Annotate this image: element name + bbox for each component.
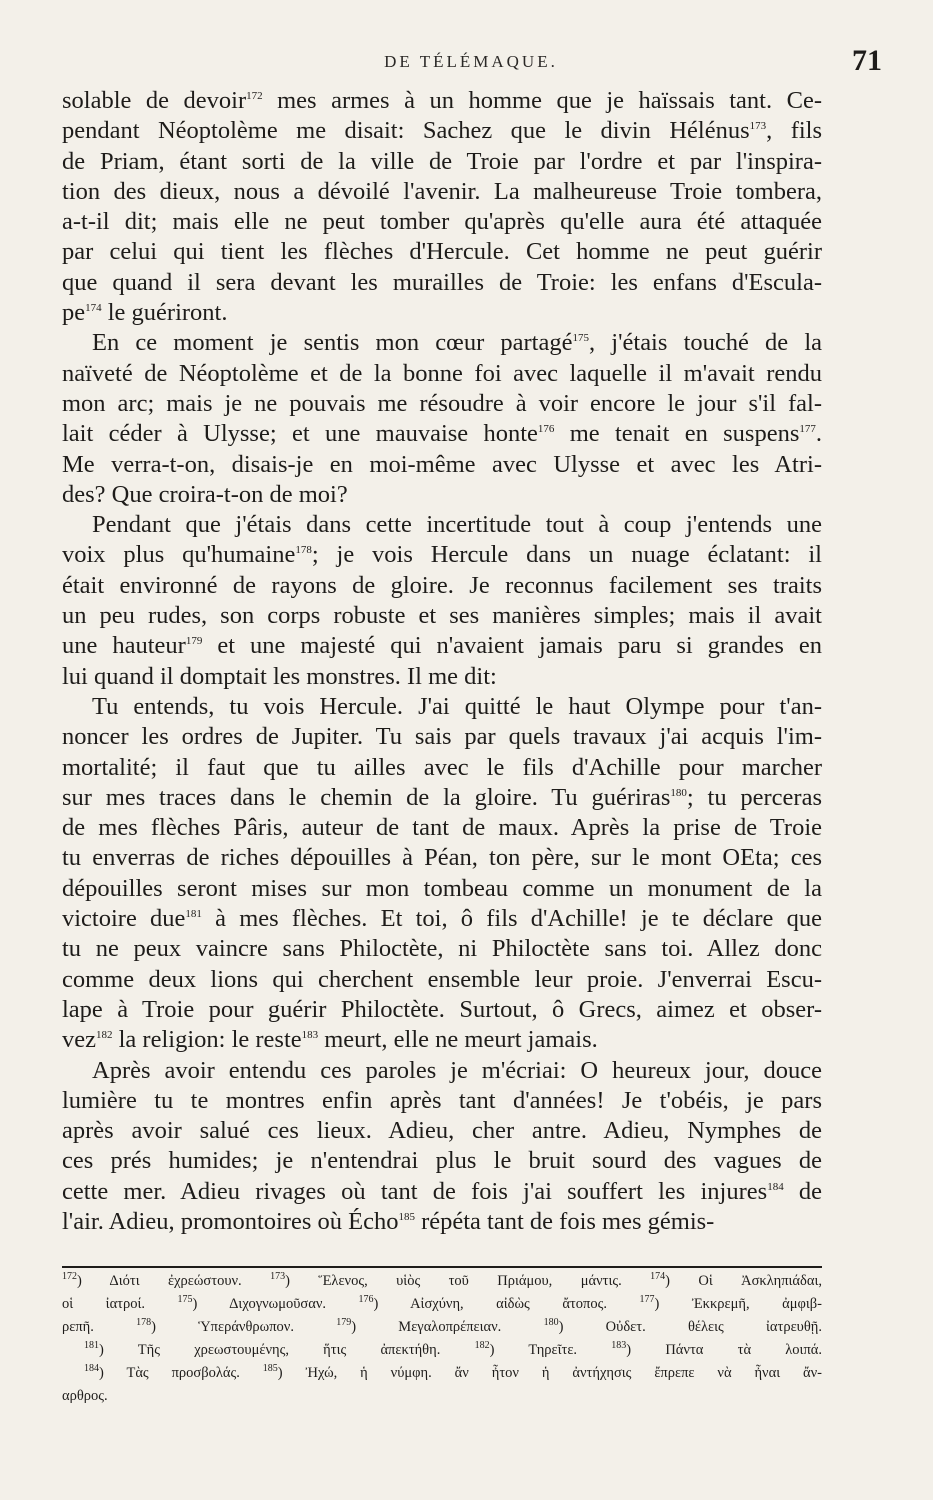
- footnote-text: ) Διχογνωμοῦσαν.: [192, 1296, 359, 1312]
- body-text: la religion: le reste: [112, 1026, 302, 1054]
- body-text: me tenait en suspens: [554, 420, 800, 448]
- body-text: l'air. Adieu, promontoires où Écho: [62, 1207, 399, 1235]
- footnote-marker: 185: [398, 1210, 415, 1223]
- body-text: un peu rudes, son corps robuste et ses manières simples; mais il avait: [62, 602, 822, 630]
- body-text: le guériront.: [101, 299, 228, 327]
- body-line: [62, 753, 822, 783]
- footnote-marker: 175: [572, 332, 589, 345]
- footnote-marker: 179: [336, 1317, 352, 1328]
- footnote-marker: 172: [62, 1271, 77, 1282]
- body-text: était environné de rayons de gloire. Je reconnus facilement ses traits: [62, 571, 822, 599]
- body-line: [62, 783, 822, 813]
- body-line: [62, 207, 822, 237]
- footnote-text: ) Διότι ἐχρεώστουν.: [77, 1273, 271, 1289]
- body-text: tion des dieux, nous a dévoilé l'avenir. La malheureuse Troie tombera,: [62, 177, 822, 205]
- footnote-line: [62, 1362, 822, 1385]
- footnote-text: οἱ ἰατροί.: [62, 1296, 178, 1312]
- footnote-line: [62, 1316, 822, 1339]
- body-text: Pendant que j'étais dans cette incertitude tout à coup j'entends une: [92, 511, 822, 539]
- footnote-text: ) Ἠχώ, ἡ νύμφη. ἄν ἦτον ἡ ἀντήχησις ἔπρεπε νὰ ἦναι ἄν-: [277, 1365, 822, 1381]
- body-line: [62, 359, 822, 389]
- body-line: [62, 328, 822, 358]
- body-text: mon arc; mais je ne pouvais me résoudre à voir encore le jour s'il fal-: [62, 389, 822, 417]
- body-text: naïveté de Néoptolème et de la bonne foi avec laquelle il m'avait rendu: [62, 359, 822, 387]
- footnote-marker: 172: [246, 90, 263, 102]
- footnote-marker: 180: [670, 786, 687, 799]
- footnote-text: ) Ἐκκρεμῆ, ἀμφιβ-: [654, 1296, 822, 1312]
- body-text: cette mer. Adieu rivages où tant de fois j'ai souffert les injures: [62, 1177, 768, 1205]
- page-number: 71: [852, 44, 882, 77]
- body-text: par celui qui tient les flèches d'Hercule. Cet homme ne peut guérir: [62, 238, 822, 266]
- footnote-line: [62, 1385, 822, 1408]
- footnote-text: ) Τηρεῖτε.: [489, 1342, 612, 1358]
- body-line: [62, 177, 822, 207]
- footnote-marker: 178: [136, 1317, 152, 1328]
- body-line: [62, 298, 822, 328]
- body-text: lait céder à Ulysse; et une mauvaise honte: [62, 420, 538, 448]
- footnote-marker: 180: [543, 1317, 559, 1328]
- footnote-marker: 174: [650, 1271, 666, 1282]
- body-line: [62, 995, 822, 1025]
- body-text: Après avoir entendu ces paroles je m'écriai: O heureux jour, douce: [92, 1056, 822, 1084]
- body-text: Tu entends, tu vois Hercule. J'ai quitté le haut Olympe pour t'an-: [92, 692, 822, 720]
- footnote-marker: 184: [84, 1363, 99, 1374]
- body-text: vez: [62, 1026, 96, 1054]
- body-text: de mes flèches Pâris, auteur de tant de maux. Après la prise de Troie: [62, 814, 822, 842]
- footnote-marker: 174: [85, 302, 102, 315]
- footnote-text: ) Οὐδετ. θέλεις ἰατρευθῇ.: [558, 1319, 822, 1335]
- body-line: [62, 86, 822, 116]
- body-text: dépouilles seront mises sur mon tombeau comme un monument de la: [62, 874, 822, 902]
- body-text: comme deux lions qui cherchent ensemble leur proie. J'enverrai Escu-: [62, 965, 822, 993]
- body-line: [62, 813, 822, 843]
- body-text: lui quand il domptait les monstres. Il me dit:: [62, 662, 497, 690]
- body-text: ; je vois Hercule dans un nuage éclatant: il: [311, 541, 822, 569]
- body-line: [62, 1177, 822, 1207]
- footnote-marker: 175: [177, 1294, 193, 1305]
- body-line: [62, 662, 822, 692]
- body-text: ces prés humides; je n'entendrai plus le bruit sourd des vagues de: [62, 1147, 822, 1175]
- body-line: [62, 692, 822, 722]
- footnote-text: ) Ἕλενος, υἱὸς τοῦ Πριάμου, μάντις.: [285, 1273, 651, 1289]
- body-line: [62, 480, 822, 510]
- body-text: ; tu perceras: [686, 783, 822, 811]
- body-text: En ce moment je sentis mon cœur partagé: [92, 329, 573, 357]
- body-text: pendant Néoptolème me disait: Sachez que le divin Hélénus: [62, 117, 750, 145]
- body-line: [62, 631, 822, 661]
- body-line: [62, 1056, 822, 1086]
- body-line: [62, 904, 822, 934]
- running-head: [60, 44, 882, 84]
- footnotes: [62, 1270, 822, 1408]
- body-line: [62, 1025, 822, 1055]
- body-line: [62, 147, 822, 177]
- body-line: [62, 1146, 822, 1176]
- footnote-text: ) Μεγαλοπρέπειαν.: [351, 1319, 544, 1335]
- body-line: [62, 1116, 822, 1146]
- footnote-marker: 177: [639, 1294, 655, 1305]
- footnote-text: αρθρος.: [62, 1388, 108, 1404]
- body-text: voix plus qu'humaine: [62, 541, 296, 569]
- body-line: [62, 450, 822, 480]
- body-line: [62, 571, 822, 601]
- footnote-marker: 182: [96, 1029, 113, 1042]
- body-line: [62, 1086, 822, 1116]
- body-text: mortalité; il faut que tu ailles avec le fils d'Achille pour marcher: [62, 753, 822, 781]
- body-text: meurt, elle ne meurt jamais.: [318, 1026, 598, 1054]
- running-title: DE TÉLÉMAQUE.: [384, 52, 558, 71]
- body-text: , fils: [766, 117, 823, 145]
- footnote-marker: 183: [301, 1029, 319, 1042]
- footnote-text: ) Αἰσχύνη, αἰδὼς ἄτοπος.: [373, 1296, 640, 1312]
- footnote-marker: 176: [358, 1294, 374, 1305]
- body-text: que quand il sera devant les murailles de Troie: les enfans d'Escula-: [62, 268, 822, 296]
- body-text: pe: [62, 299, 86, 327]
- footnote-line: [62, 1339, 822, 1362]
- footnote-marker: 181: [185, 908, 202, 921]
- footnote-marker: 173: [270, 1271, 286, 1282]
- body-line: [62, 601, 822, 631]
- footnote-marker: 176: [537, 423, 555, 436]
- body-text: lape à Troie pour guérir Philoctète. Surtout, ô Grecs, aimez et obser-: [62, 995, 822, 1023]
- body-text: .: [815, 420, 822, 448]
- body-text: [62, 86, 822, 1237]
- footnote-marker: 181: [84, 1340, 99, 1351]
- footnote-marker: 178: [295, 544, 312, 557]
- footnote-marker: 184: [767, 1180, 784, 1193]
- footnote-marker: 177: [799, 423, 816, 436]
- body-line: [62, 419, 822, 449]
- body-text: de Priam, étant sorti de la ville de Troie par l'ordre et par l'inspira-: [62, 147, 822, 175]
- footnote-marker: 182: [474, 1340, 490, 1351]
- footnote-marker: 173: [749, 120, 767, 133]
- footnote-text: ρεπῆ.: [62, 1319, 137, 1335]
- footnote-line: [62, 1270, 822, 1293]
- body-text: tu ne peux vaincre sans Philoctète, ni Philoctète sans toi. Allez donc: [62, 935, 822, 963]
- body-text: répéta tant de fois mes gémis-: [414, 1207, 715, 1235]
- body-line: [62, 268, 822, 298]
- body-line: [62, 965, 822, 995]
- body-text: de: [783, 1177, 823, 1205]
- footnote-text: ) Τῆς χρεωστουμένης, ἥτις ἀπεκτήθη.: [99, 1342, 475, 1358]
- body-text: noncer les ordres de Jupiter. Tu sais par quels travaux j'ai acquis l'im-: [62, 723, 822, 751]
- footnote-text: ) Τὰς προσβολάς.: [99, 1365, 263, 1381]
- body-line: [62, 934, 822, 964]
- body-text: une hauteur: [62, 632, 186, 660]
- body-text: mes armes à un homme que je haïssais tant. Ce-: [262, 87, 822, 114]
- body-text: lumière tu te montres enfin après tant d'années! Je t'obéis, je pars: [62, 1086, 822, 1114]
- body-line: [62, 237, 822, 267]
- footnote-text: ) Ὑπεράνθρωπον.: [151, 1319, 337, 1335]
- footnote-marker: 179: [185, 635, 203, 648]
- footnote-line: [62, 1293, 822, 1316]
- body-line: [62, 510, 822, 540]
- footnote-text: ) Οἱ Ἀσκληπιάδαι,: [665, 1273, 822, 1289]
- footnote-text: ) Πάντα τὰ λοιπά.: [626, 1342, 822, 1358]
- body-text: victoire due: [62, 905, 186, 933]
- body-line: [62, 116, 822, 146]
- footnote-marker: 185: [262, 1363, 278, 1374]
- body-line: [62, 722, 822, 752]
- footnote-rule: [62, 1266, 822, 1268]
- body-text: sur mes traces dans le chemin de la gloire. Tu guériras: [62, 783, 671, 811]
- body-line: [62, 540, 822, 570]
- body-text: tu enverras de riches dépouilles à Péan, ton père, sur le mont OEta; ces: [62, 844, 822, 872]
- body-line: [62, 1207, 822, 1237]
- body-text: après avoir salué ces lieux. Adieu, cher antre. Adieu, Nymphes de: [62, 1117, 822, 1145]
- body-line: [62, 389, 822, 419]
- body-text: Me verra-t-on, disais-je en moi-même avec Ulysse et avec les Atri-: [62, 450, 822, 478]
- body-text: à mes flèches. Et toi, ô fils d'Achille! je te déclare que: [201, 905, 823, 933]
- body-text: , j'étais touché de la: [589, 329, 822, 357]
- body-line: [62, 843, 822, 873]
- body-line: [62, 874, 822, 904]
- body-text: a-t-il dit; mais elle ne peut tomber qu'après qu'elle aura été attaquée: [62, 208, 822, 236]
- footnote-marker: 183: [611, 1340, 627, 1351]
- body-text: des? Que croira-t-on de moi?: [62, 480, 348, 508]
- body-text: solable de devoir: [62, 87, 247, 114]
- body-text: et une majesté qui n'avaient jamais paru si grandes en: [202, 632, 822, 660]
